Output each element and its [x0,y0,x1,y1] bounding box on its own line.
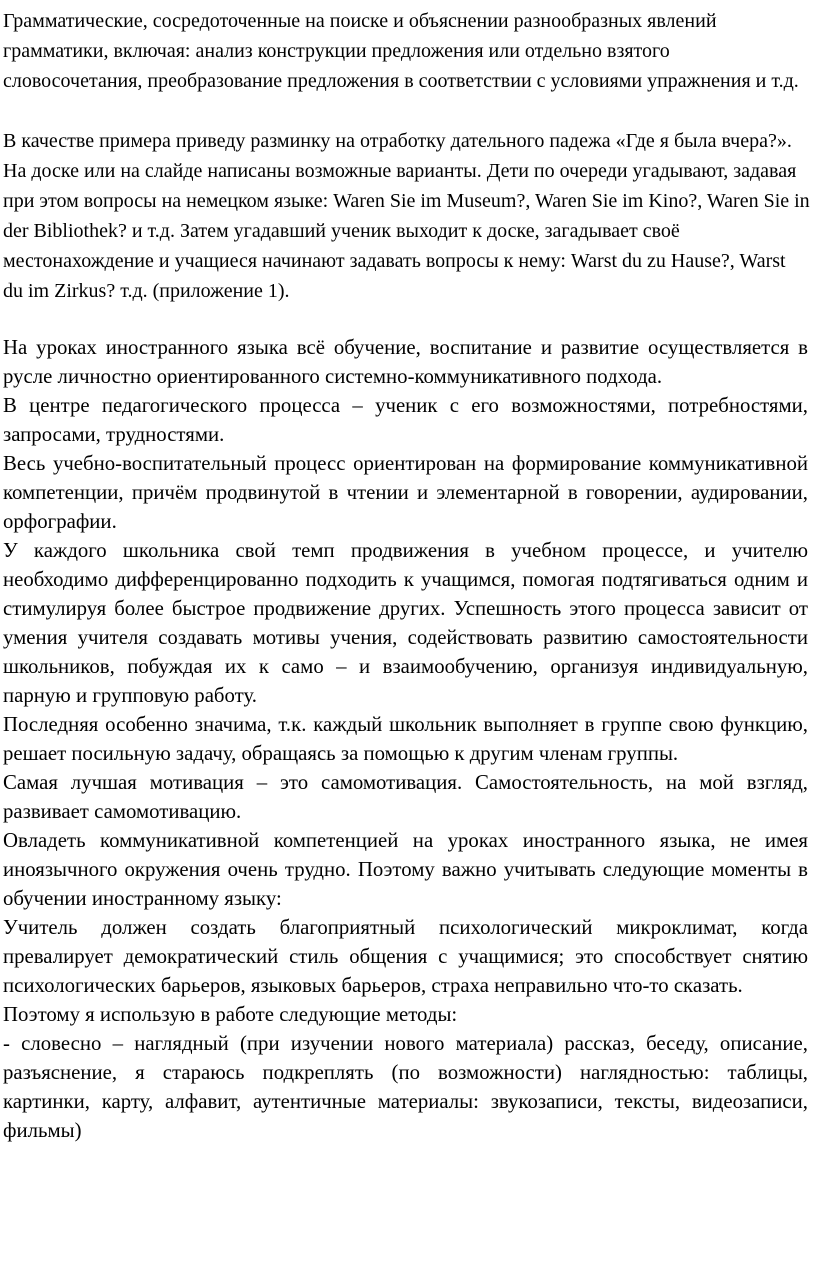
paragraph-group-work: Последняя особенно значима, т.к. каждый школьник выполняет в группе свою функцию, решает посильную задачу, обращаясь за помощью к другим членам группы. [3,713,808,765]
paragraph-grammar-exercises: Грамматические, сосредоточенные на поиске и объяснении разнообразных явлений грамматики, включая: анализ конструкции предложения или отдельно взятого словосочетания, преобразование предложения в соответствии с условиями упражнения и т.д. [3,10,799,92]
paragraph-approach: На уроках иностранного языка всё обучение, воспитание и развитие осуществляется в русле личностно ориентированного системно-коммуникативного подхода. [3,336,808,388]
paragraph-verbal-visual-method: - словесно – наглядный (при изучении нового материала) рассказ, беседу, описание, разъяснение, я стараюсь подкреплять (по возможности) наглядностью: таблицы, картинки, карту, алфавит, аутентичные материалы: звукозаписи, тексты, видеозаписи, фильмы) [3,1032,808,1142]
paragraph-microclimate: Учитель должен создать благоприятный психологический микроклимат, когда превалирует демократический стиль общения с учащимися; это способствует снятию психологических барьеров, языковых барьеров, страха неправильно что-то сказать. [3,916,808,997]
paragraph-self-motivation: Самая лучшая мотивация – это самомотивация. Самостоятельность, на мой взгляд, развивает самомотивацию. [3,771,808,823]
paragraph-individual-pace: У каждого школьника свой темп продвижения в учебном процессе, и учителю необходимо дифференцированно подходить к учащимся, помогая подтягиваться одним и стимулируя более быстрое продвижение других. Успешность этого процесса зависит от умения учителя создавать мотивы учения, содействовать развитию самостоятельности школьников, побуждая их к само – и взаимообучению, организуя индивидуальную, парную и групповую работу. [3,539,808,707]
intro-section [0,0,810,306]
main-text-section [0,333,810,1145]
paragraph-language-environment: Овладеть коммуникативной компетенцией на уроках иностранного языка, не имея иноязычного окружения очень трудно. Поэтому важно учитывать следующие моменты в обучении иностранному языку: [3,829,808,910]
paragraph-warmup-example: В качестве примера приведу разминку на отработку дательного падежа «Где я была вчера?». На доске или на слайде написаны возможные варианты. Дети по очереди угадывают, задавая при этом вопросы на немецком языке: Waren Sie im Museum?, Waren Sie im Kino?, Waren Sie in der Bibliothek? и т.д. Затем угадавший ученик выходит к доске, загадывает своё местонахождение и учащиеся начинают задавать вопросы к нему: Warst du zu Hause?, Warst du im Zirkus? т.д. (приложение 1). [3,130,810,302]
paragraph-communicative-competence: Весь учебно-воспитательный процесс ориентирован на формирование коммуникативной компетенции, причём продвинутой в чтении и элементарной в говорении, аудировании, орфографии. [3,452,808,533]
paragraph-methods-intro: Поэтому я использую в работе следующие методы: [3,1003,458,1026]
paragraph-student-center: В центре педагогического процесса – ученик с его возможностями, потребностями, запросами, трудностями. [3,394,808,446]
